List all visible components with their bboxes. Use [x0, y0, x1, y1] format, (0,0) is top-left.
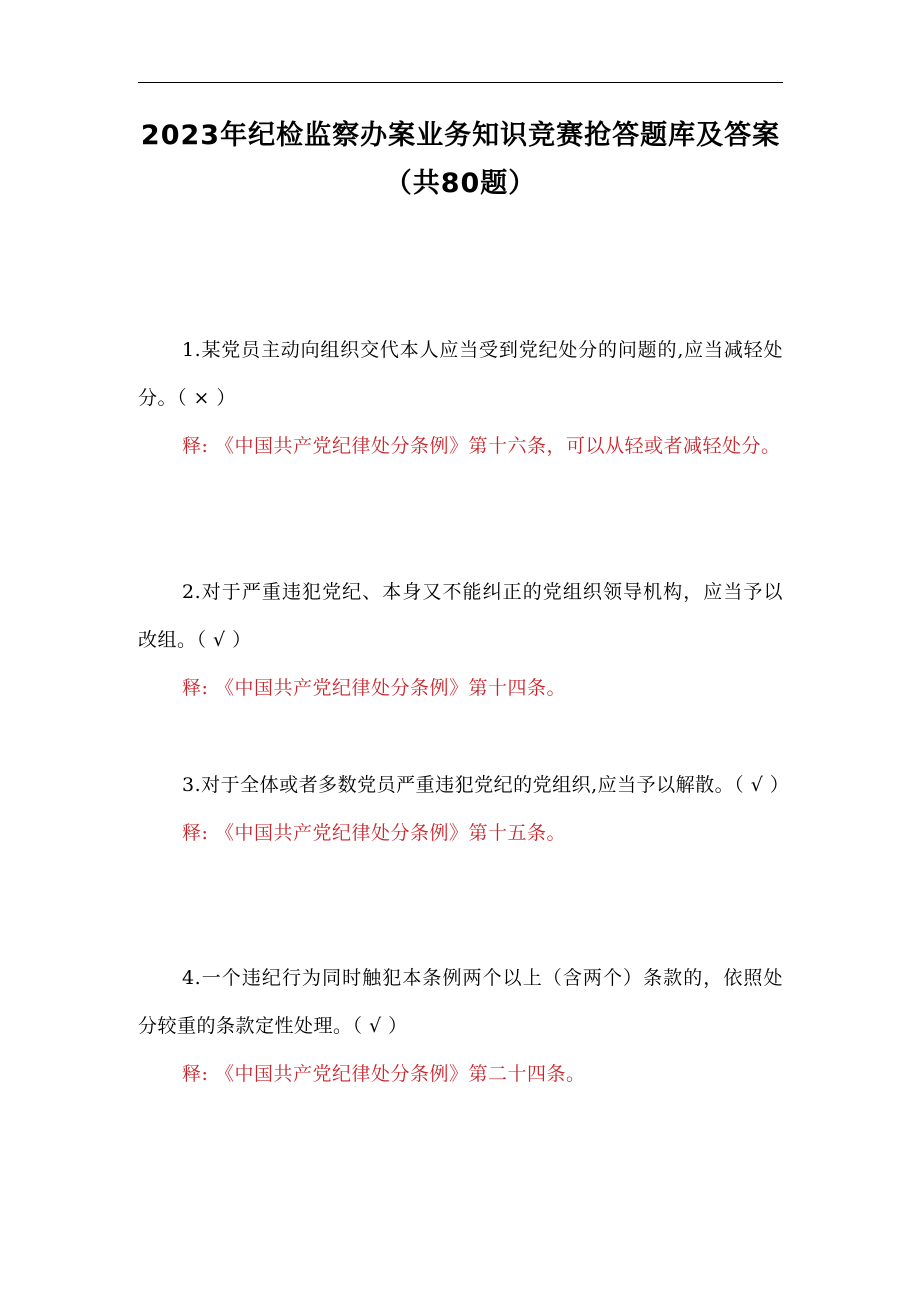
document-title: 2023年纪检监察办案业务知识竞赛抢答题库及答案（共80题） [140, 120, 781, 199]
header-rule [138, 82, 783, 83]
question-text: 4.一个违纪行为同时触犯本条例两个以上（含两个）条款的，依照处分较重的条款定性处理。（ √ ） [138, 967, 783, 1037]
question-item-3 [138, 761, 790, 857]
explanation-text: 释: 《中国共产党纪律处分条例》第十五条。 [182, 822, 566, 844]
question-item-2 [138, 568, 783, 712]
question-item-4 [138, 954, 783, 1098]
question-item-1 [138, 326, 783, 470]
explanation-text: 释: 《中国共产党纪律处分条例》第二十四条。 [182, 1063, 586, 1085]
question-text: 1.某党员主动向组织交代本人应当受到党纪处分的问题的,应当减轻处分。（ × ） [138, 339, 783, 409]
explanation-text: 释: 《中国共产党纪律处分条例》第十四条。 [182, 677, 566, 699]
question-text: 2.对于严重违犯党纪、本身又不能纠正的党组织领导机构，应当予以改组。（ √ ） [138, 581, 783, 651]
question-text: 3.对于全体或者多数党员严重违犯党纪的党组织,应当予以解散。（ √ ） [182, 774, 790, 796]
explanation-text: 释: 《中国共产党纪律处分条例》第十六条，可以从轻或者减轻处分。 [182, 435, 781, 457]
